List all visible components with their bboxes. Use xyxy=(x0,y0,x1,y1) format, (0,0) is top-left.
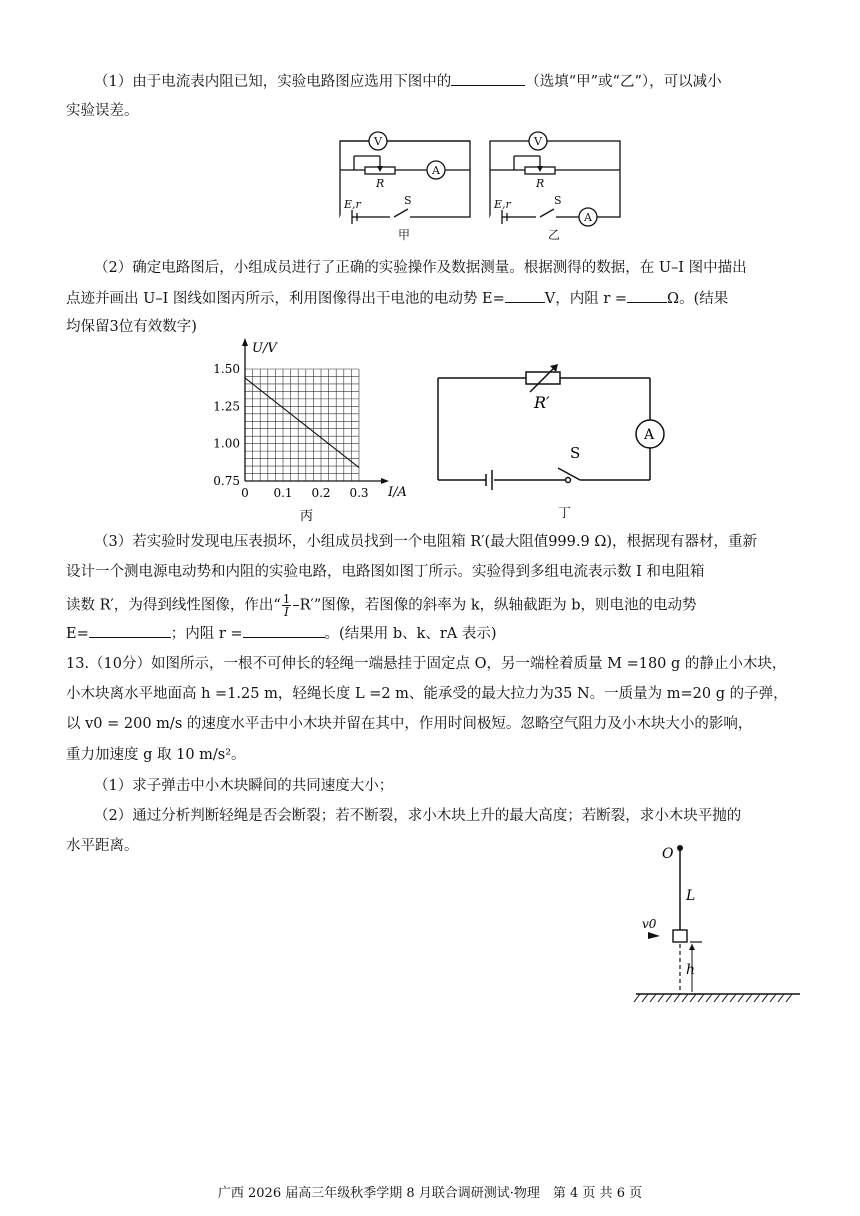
q12-1-text-b: （选填“甲”或“乙”），可以减小 xyxy=(525,74,722,90)
chart-caption: 丙 xyxy=(300,509,314,524)
hatch-line xyxy=(698,994,704,1002)
yi-ammeter-label: A xyxy=(584,211,592,224)
y-tick-label: 1.50 xyxy=(213,362,240,376)
u-i-chart xyxy=(200,336,420,526)
hatch-line xyxy=(690,994,696,1002)
q13-line2: 小木块离水平地面高 h =1.25 m，轻绳长度 L =2 m、能承受的最大拉力为35 N。一质量为 m=20 g 的子弹， xyxy=(66,686,788,702)
fraction-one-over-i xyxy=(282,593,292,618)
answer-blank-resistance-expression[interactable] xyxy=(243,623,325,638)
hatch-line xyxy=(674,994,680,1002)
q12-1-line2: 实验误差。 xyxy=(66,103,139,119)
point-o-label: O xyxy=(662,846,674,862)
hatch-line xyxy=(730,994,736,1002)
q12-2-text-c: Ω。(结果 xyxy=(667,291,729,307)
q12-2-line3: 均保留3位有效数字) xyxy=(66,319,197,335)
hatch-line xyxy=(770,994,776,1002)
fraction-numerator: 1 xyxy=(282,592,291,606)
answer-blank-circuit[interactable] xyxy=(451,71,525,86)
q13-sub2b: 水平距离。 xyxy=(66,838,139,854)
q13-sub2a: （2）通过分析判断轻绳是否会断裂；若不断裂，求小木块上升的最大高度；若断裂，求小木块平抛的 xyxy=(94,808,742,824)
pendulum-diagram xyxy=(630,838,806,1004)
chart-axes xyxy=(242,338,389,484)
ding-switch-label: S xyxy=(570,444,581,462)
ding-r-prime-label: R′ xyxy=(534,393,550,412)
v0-label: v0 xyxy=(642,917,657,931)
page-footer: 广西 2026 届高三年级秋季学期 8 月联合调研测试·物理 第 4 页 共 6 页 xyxy=(217,1186,643,1201)
hatch-line xyxy=(658,994,664,1002)
chart-tick-labels xyxy=(213,362,368,500)
yi-switch-label: S xyxy=(554,194,562,207)
jia-ammeter-label: A xyxy=(432,164,440,177)
height-h-label: h xyxy=(686,962,696,978)
q12-3-line3 xyxy=(66,593,697,618)
q12-3-line4 xyxy=(66,623,497,644)
jia-caption: 甲 xyxy=(398,228,411,242)
y-tick-label: 1.00 xyxy=(213,436,240,451)
q13-sub1: （1）求子弹击中小木块瞬间的共同速度大小； xyxy=(94,778,394,794)
q12-2-line1: （2）确定电路图后，小组成员进行了正确的实验操作及数据测量。根据测得的数据，在 U–I 图中描出 xyxy=(94,260,747,276)
q12-3-text-c: 。(结果用 b、k、rA 表示) xyxy=(324,626,497,642)
chart-grid xyxy=(245,369,359,481)
circuit-diagrams-jia-yi xyxy=(330,126,630,244)
q12-3-text-b: –R′”图像，若图像的斜率为 k，纵轴截距为 b，则电池的电动势 xyxy=(292,597,697,614)
bullet-icon xyxy=(648,932,660,939)
q12-2-line2 xyxy=(66,288,728,309)
ding-caption: 丁 xyxy=(558,506,572,521)
chart-xlabel: I/A xyxy=(388,485,407,500)
q12-3-line1: （3）若实验时发现电压表损坏，小组成员找到一个电阻箱 R′(最大阻值999.9 Ω)，根据现有器材，重新 xyxy=(94,534,757,550)
x-tick-label: 0 xyxy=(241,486,249,500)
hatch-line xyxy=(754,994,760,1002)
hatch-line xyxy=(634,994,640,1002)
ground-hatch xyxy=(634,994,792,1002)
hatch-line xyxy=(642,994,648,1002)
hatch-line xyxy=(666,994,672,1002)
length-l-label: L xyxy=(686,888,696,904)
q12-1-line1 xyxy=(94,71,722,92)
hatch-line xyxy=(650,994,656,1002)
yi-voltmeter-label: V xyxy=(534,135,542,148)
yi-rheostat-label: R xyxy=(536,177,545,190)
hatch-line xyxy=(738,994,744,1002)
answer-blank-resistance[interactable] xyxy=(627,288,667,303)
q13-line4: 重力加速度 g 取 10 m/s²。 xyxy=(66,747,246,763)
hatch-line xyxy=(722,994,728,1002)
yi-emf-label: E,r xyxy=(494,198,511,211)
chart-ylabel: U/V xyxy=(252,341,277,356)
q12-3-line2: 设计一个测电源电动势和内阻的实验电路，电路图如图丁所示。实验得到多组电流表示数 I 和电阻箱 xyxy=(66,564,705,580)
hatch-line xyxy=(706,994,712,1002)
y-tick-label: 1.25 xyxy=(213,399,240,414)
answer-blank-emf[interactable] xyxy=(505,288,545,303)
q12-3-text-r: ；内阻 r = xyxy=(170,626,243,642)
q12-3-text-a: 读数 R′，为得到线性图像，作出“ xyxy=(66,597,281,614)
hatch-line xyxy=(746,994,752,1002)
ding-ammeter-label: A xyxy=(644,427,655,443)
y-axis-arrow xyxy=(242,338,248,346)
q12-3-text-e: E= xyxy=(66,626,89,642)
hatch-line xyxy=(682,994,688,1002)
hatch-line xyxy=(714,994,720,1002)
jia-rheostat-label: R xyxy=(376,177,385,190)
x-tick-label: 0.2 xyxy=(311,486,331,500)
q13-line1: 13.（10分）如图所示，一根不可伸长的轻绳一端悬挂于固定点 O，另一端栓着质量 M =180 g 的静止小木块， xyxy=(66,656,787,672)
jia-emf-label: E,r xyxy=(344,198,361,211)
q12-2-text-b: V，内阻 r = xyxy=(544,291,628,307)
answer-blank-emf-expression[interactable] xyxy=(89,623,171,638)
x-tick-label: 0.1 xyxy=(273,486,293,500)
hatch-line xyxy=(762,994,768,1002)
q12-1-text-a: （1）由于电流表内阻已知，实验电路图应选用下图中的 xyxy=(94,74,452,90)
hatch-line xyxy=(778,994,784,1002)
y-tick-label: 0.75 xyxy=(213,474,240,488)
hatch-line xyxy=(786,994,792,1002)
yi-caption: 乙 xyxy=(548,228,561,242)
circuit-diagram-ding xyxy=(430,362,690,498)
q12-2-text-a: 点迹并画出 U–I 图线如图丙所示，利用图像得出干电池的电动势 E= xyxy=(66,291,505,307)
x-tick-label: 0.3 xyxy=(349,486,369,500)
x-axis-arrow xyxy=(381,478,389,484)
jia-switch-label: S xyxy=(404,194,412,207)
fraction-denominator: I xyxy=(284,605,289,619)
q13-line3: 以 v0 = 200 m/s 的速度水平击中小木块并留在其中，作用时间极短。忽略空气阻力及小木块大小的影响， xyxy=(66,716,753,732)
jia-voltmeter-label: V xyxy=(374,135,382,148)
